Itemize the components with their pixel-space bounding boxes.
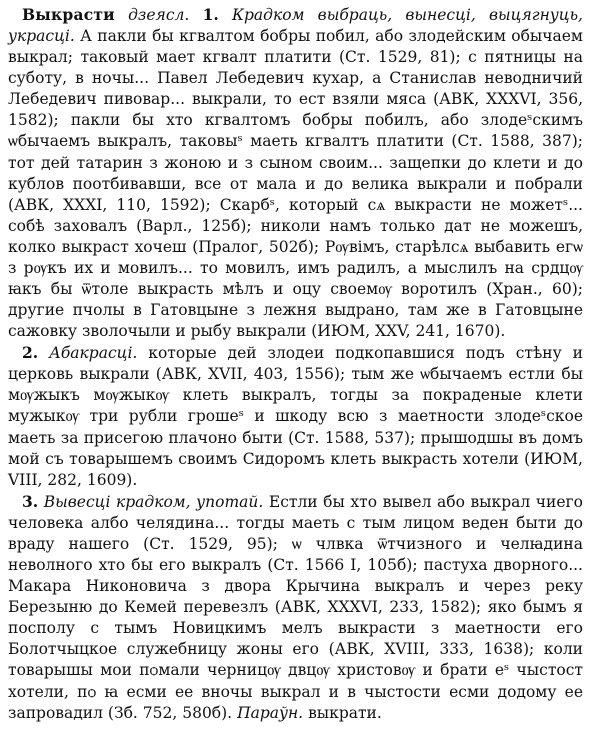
headword: Выкрасти xyxy=(22,5,115,24)
sense-citations-3: Естли бы хто вывел або выкрал чиего человека албо челядина... тогды маеть с тым лицом веден быти до враду нашего (Ст. 1529, 95); ѡ члвка ѿтчизного и челꙗдина неволного хто бы его выкралъ (Ст. 1566 I, 105б); пастуха дворного... Макара Никоновича з двора Крычина выкралъ и через реку Березыню до Кемей перевезлъ (АВК, XXXVI, 233, 1582); яко бымъ я посполу с тымъ Новицкимъ мелъ выкрасти з маетности его Болотчыцкое служебницу жоны его (АВК, XVIII, 333, 1638); коли товарышы мои пѻмали черницѹ двцѹ христовѹ и брати еˢ чыстост хотели, пѻ ꙗ есми ее вночы выкрал и в чыстости есми додому ее запровадил (Зб. 752, 580б). xyxy=(8,492,583,722)
dictionary-entry-sense-3 xyxy=(8,491,583,724)
dictionary-entry xyxy=(8,4,583,342)
dictionary-entry-sense-2 xyxy=(8,342,583,491)
grammar-label: дзеясл. xyxy=(128,6,190,24)
crossref-label: Параўн. xyxy=(237,703,304,722)
sense-number-2: 2. xyxy=(22,343,39,363)
sense-citations-1: А пакли бы кгвалтом бобры побил, або злодейским обычаем выкрал; таковый мает кгвалт платити (Ст. 1529, 81); с пятницы на суботу, в ночы... Павел Лебедевич кухар, а Станислав неводничий Лебедевич пивовар... выкрали, то ест взяли мяса (АВК, XXXVI, 356, 1582); пакли бы хто кгвалтомъ бобры побилъ, або злодеˢскимъ ѡбычаемъ выкралъ, таковыˢ маеть кгвалтъ платити (Ст. 1588, 387); тот дей татарин з жоною и з сыном своим... защепки до клети и до кублов поотбивавши, все от мала и до велика выкрали и побрали (АВК, XXXI, 110, 1592); Скарбˢ, который сѧ выкрасти не можетˢ... собѣ заховалъ (Варл., 125б); николи намъ только дат не можешъ, колко выкраст хочеш (Пралог, 502б); Рѹвімъ, старѣлсѧ выбавить егѡ з рѹкъ их и мовилъ... то мовилъ, имъ радилъ, а мыслилъ на срдцѹ ꙗкъ бы ѿтоле выкрасть мѣлъ и оцу своемѹ воротилъ (Хран., 60); другие пчолы в Гатовцыне з лежня выдрано, там же в Гатовцыне сажовку зволочыли и рыбу выкрали (ИЮМ, XXV, 241, 1670). xyxy=(8,27,583,341)
sense-definition-3: Вывесці крадком, употай. xyxy=(43,492,264,511)
sense-definition-1: Крадком выбраць, вынесці, выцягнуць, украсці. xyxy=(8,6,583,46)
sense-definition-2: Абакрасці. xyxy=(49,344,138,363)
crossref-target: выкрати. xyxy=(308,703,382,722)
sense-number-1: 1. xyxy=(202,5,219,24)
sense-number-3: 3. xyxy=(22,491,39,511)
sense-citations-2: которые дей злодеи подкопавшися подъ стѣну и церковь выкрали (АВК, XVII, 403, 1556); тым же ѡбычаемъ естли бы мѹжыкъ мѹжыкѹ клеть выкралъ, тогды за покраденые клети мужыкѹ три рубли грошеˢ и шкоду всю з маетности злодеˢское маеть за присегою плачоно быти (Ст. 1588, 537); прышодшы въ домъ мой съ товарышемъ своимъ Сидоромъ клеть выкрасть хотели (ИЮМ, VIII, 282, 1609). xyxy=(8,344,583,489)
